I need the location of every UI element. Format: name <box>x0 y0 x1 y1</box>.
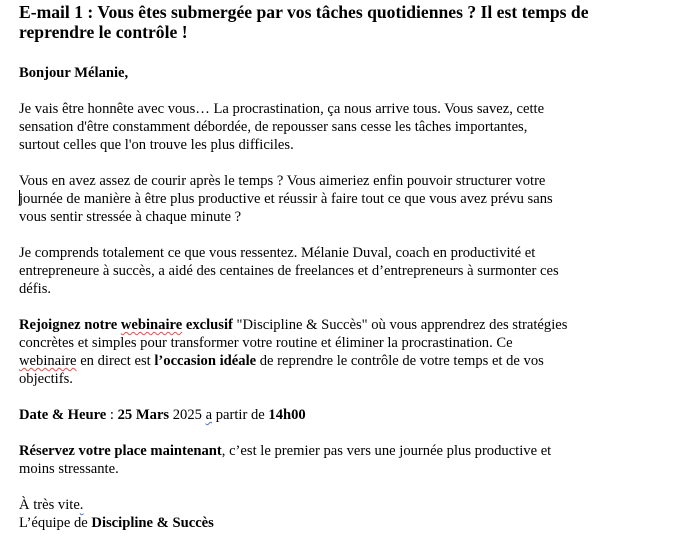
email-title-line-2: reprendre le contrôle ! <box>19 22 188 42</box>
paragraph-webinar-line <box>19 316 669 334</box>
date-time: 14h00 <box>268 407 306 423</box>
webinar-cta-bold: Rejoignez notre <box>19 317 121 333</box>
paragraph-webinar-line: objectifs. <box>19 371 73 387</box>
date-separator: : <box>106 407 118 423</box>
date-a-word: a <box>205 407 213 423</box>
paragraph-coach-line: Je comprends totalement ce que vous ressentez. Mélanie Duval, coach en productivité et <box>19 245 536 261</box>
paragraph-webinar-line: concrètes et simples pour transformer votre routine et éliminer la procrastination. Ce <box>19 335 513 351</box>
paragraph-questions-line <box>19 190 669 208</box>
date-partir: partir de <box>212 407 269 423</box>
paragraph-questions-line: vous sentir stressée à chaque minute ? <box>19 209 242 225</box>
email-title-line-1: E-mail 1 : Vous êtes submergée par vos tâches quotidiennes ? Il est temps de <box>19 2 589 22</box>
webinar-line-text: "Discipline & Succès" où vous apprendrez des stratégies <box>232 317 568 333</box>
closing-line <box>19 496 669 514</box>
paragraph-intro-line: surtout celles que l'on trouve les plus difficiles. <box>19 137 294 153</box>
date-label: Date & Heure <box>19 407 107 423</box>
paragraph-questions <box>19 172 669 226</box>
greeting: Bonjour Mélanie, <box>19 65 129 81</box>
paragraph-webinar-line <box>19 352 669 370</box>
paragraph-questions-text: journée de manière à être plus productive et réussir à faire tout ce que vous avez prévu sans <box>19 191 553 207</box>
signature-text: L’équipe de <box>19 515 92 531</box>
webinaire-word: webinaire <box>19 353 77 369</box>
paragraph-intro-line: sensation d'être constamment débordée, de repousser sans cesse les tâches importantes, <box>19 119 528 135</box>
date-time-line <box>19 406 669 424</box>
closing-text: À très vite <box>19 497 80 513</box>
paragraph-coach-line: entrepreneure à succès, a aidé des centaines de freelances et d’entrepreneurs à surmonter ces <box>19 263 559 279</box>
paragraph-reserve-line <box>19 442 669 460</box>
occasion-ideale-bold: l’occasion idéale <box>154 353 257 369</box>
paragraph-intro-line: Je vais être honnête avec vous… La procrastination, ça nous arrive tous. Vous savez, cette <box>19 101 545 117</box>
signature-brand: Discipline & Succès <box>91 515 214 531</box>
paragraph-questions-line: Vous en avez assez de courir après le temps ? Vous aimeriez enfin pouvoir structurer votre <box>19 173 546 189</box>
paragraph-intro <box>19 100 669 154</box>
closing <box>19 496 669 532</box>
paragraph-webinar <box>19 316 669 388</box>
webinaire-word: webinaire <box>120 317 183 333</box>
paragraph-coach <box>19 244 669 298</box>
reserve-cta-bold: Réservez votre place maintenant <box>19 443 222 459</box>
paragraph-reserve <box>19 442 669 478</box>
closing-signature <box>19 514 669 532</box>
date-day: 25 Mars <box>117 407 170 423</box>
webinar-line-text: de reprendre le contrôle de votre temps et de vos <box>256 353 544 369</box>
document-body <box>19 2 669 532</box>
closing-dot: . <box>79 497 84 513</box>
date-year: 2025 <box>169 407 206 423</box>
paragraph-coach-line: défis. <box>19 281 52 297</box>
paragraph-reserve-line: moins stressante. <box>19 461 119 477</box>
email-title <box>19 2 669 42</box>
webinar-line-text: en direct est <box>76 353 155 369</box>
reserve-text: , c’est le premier pas vers une journée plus productive et <box>221 443 552 459</box>
webinar-exclusive-bold: exclusif <box>182 317 233 333</box>
